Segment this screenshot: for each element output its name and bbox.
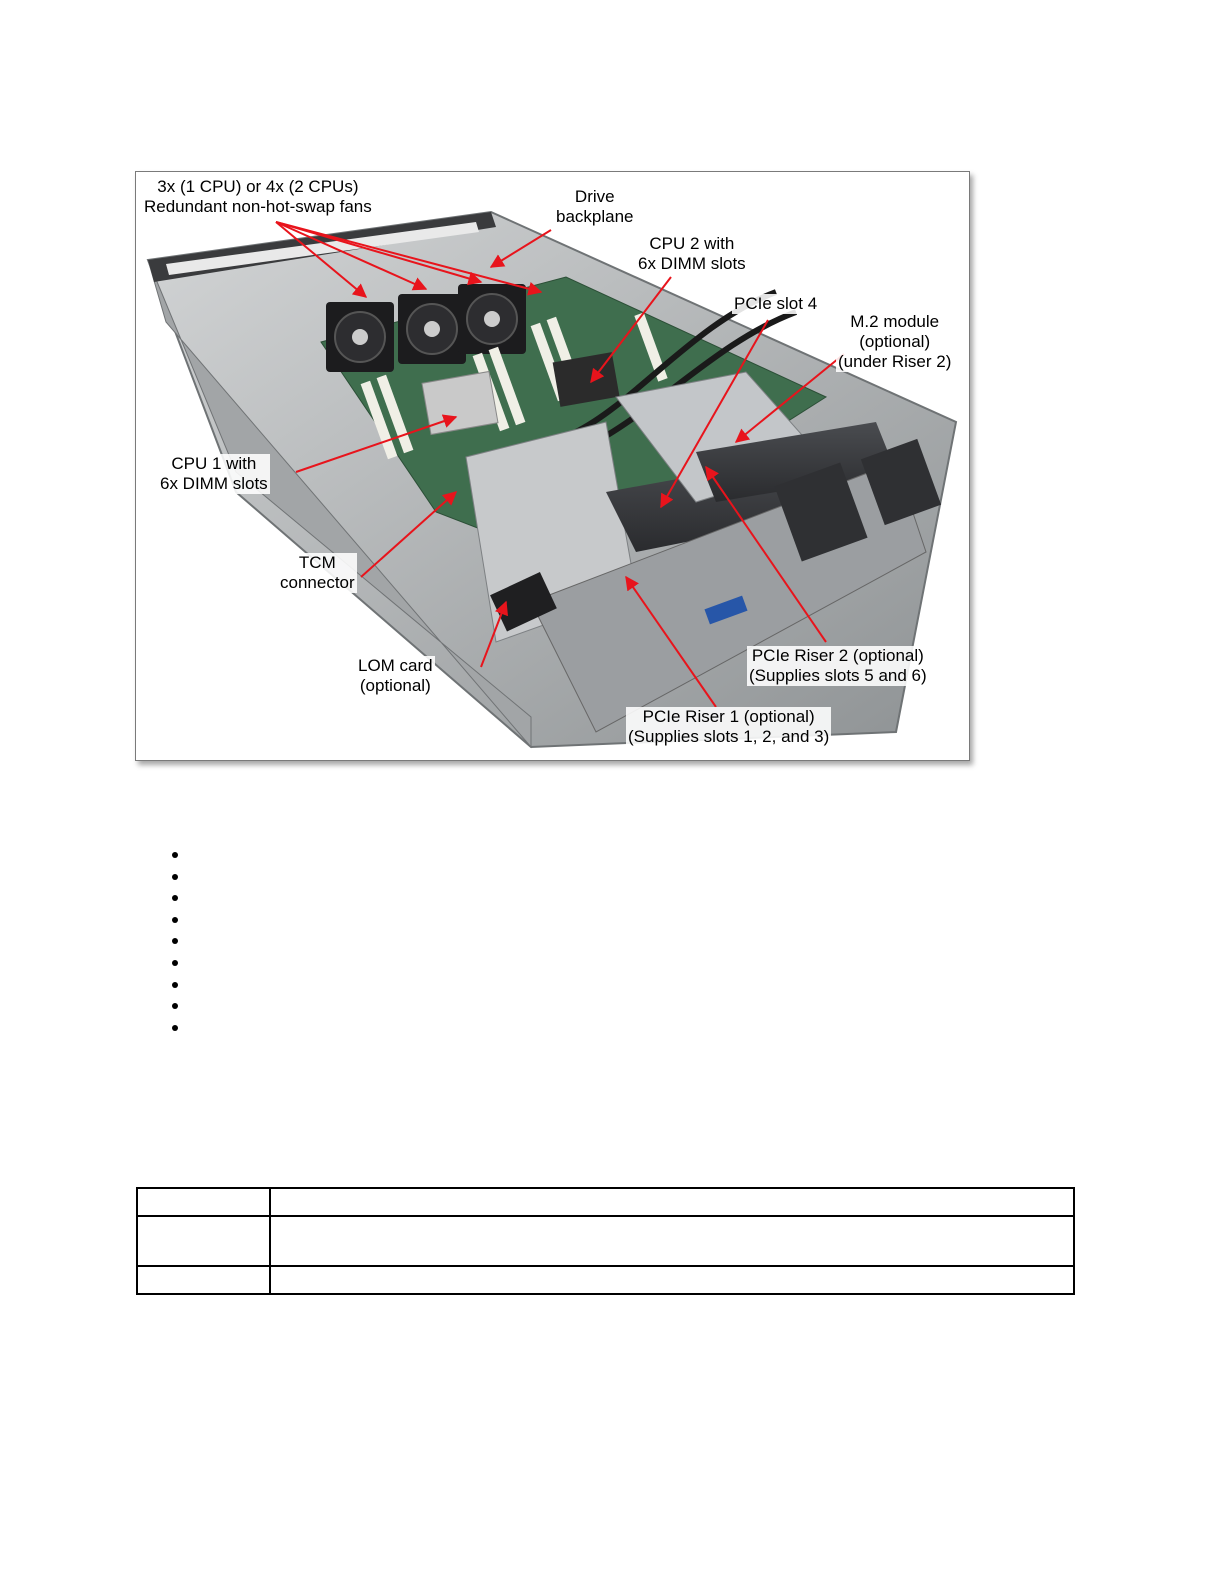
list-item [172,976,572,998]
spec-table [136,1187,1075,1295]
list-item [172,954,572,976]
callout-drive-backplane: Drive backplane [556,187,634,226]
table-cell [270,1188,1074,1216]
callout-tcm: TCM connector [280,553,355,592]
list-item [172,889,572,911]
list-item [172,932,572,954]
callout-riser1: PCIe Riser 1 (optional) (Supplies slots 1, 2, and 3) [628,707,830,746]
table-cell [137,1266,270,1294]
list-item [172,997,572,1019]
list-item [172,846,572,868]
list-item [172,868,572,890]
callout-fans: 3x (1 CPU) or 4x (2 CPUs) Redundant non-hot-swap fans [144,177,372,216]
callout-m2-module: M.2 module (optional) (under Riser 2) [838,312,952,371]
table-cell [270,1266,1074,1294]
callout-pcie-slot4: PCIe slot 4 [734,294,818,313]
callout-cpu1: CPU 1 with 6x DIMM slots [160,454,268,493]
table-cell [137,1216,270,1266]
list-item [172,1019,572,1041]
table-row [137,1216,1074,1266]
table-row [137,1188,1074,1216]
table-cell [270,1216,1074,1266]
callout-riser2: PCIe Riser 2 (optional) (Supplies slots 5 and 6) [749,646,927,685]
table-row [137,1266,1074,1294]
server-internal-view-figure [135,171,970,761]
table-cell [137,1188,270,1216]
callout-cpu2: CPU 2 with 6x DIMM slots [638,234,746,273]
callout-lom: LOM card (optional) [358,656,433,695]
bullet-list [172,846,572,1040]
list-item [172,911,572,933]
